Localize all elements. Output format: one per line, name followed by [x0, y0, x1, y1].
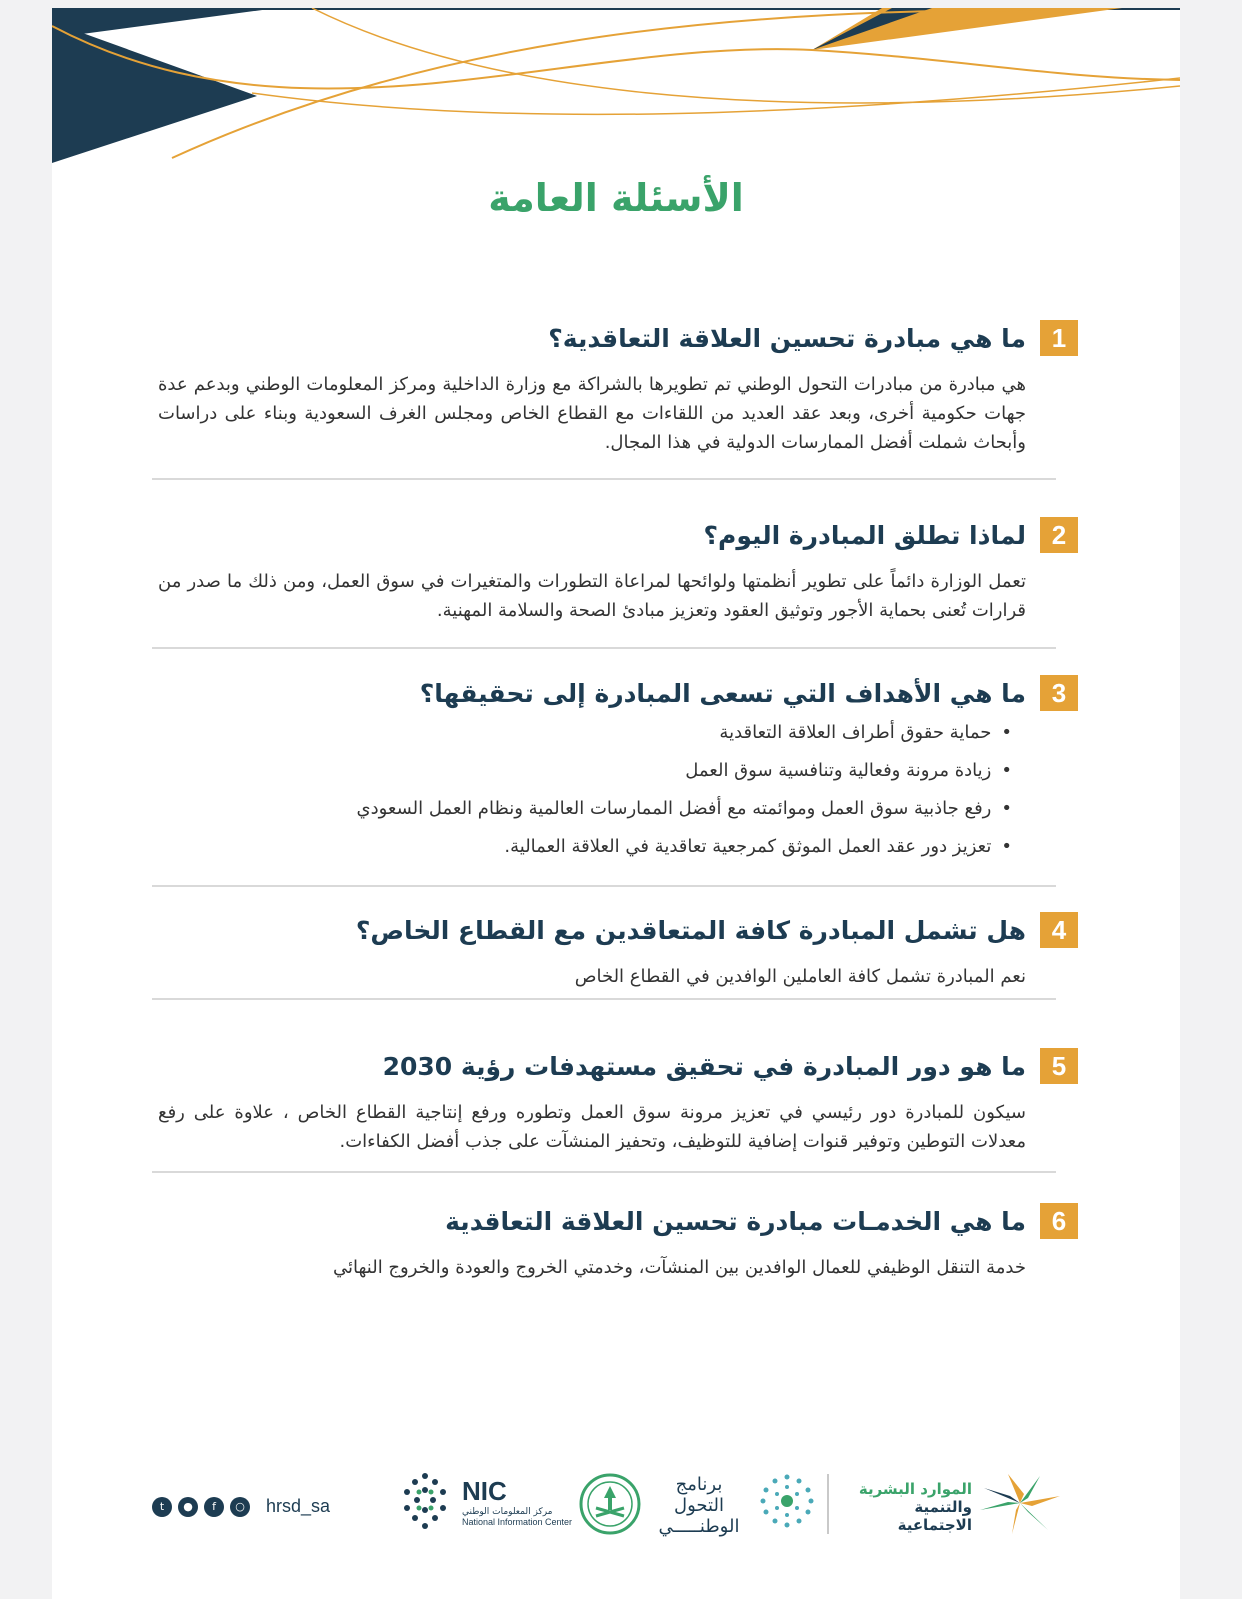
snapchat-icon[interactable]: ● — [178, 1497, 198, 1517]
divider — [152, 998, 1056, 1000]
page-title: الأسئلة العامة — [488, 176, 744, 220]
divider — [152, 1171, 1056, 1173]
vision-program-text: برنامج التحول الوطنـــــي — [658, 1474, 740, 1537]
goals-list — [158, 721, 1026, 859]
saudi-emblem-icon — [578, 1472, 642, 1536]
logo-separator — [827, 1474, 829, 1534]
answer-text: تعمل الوزارة دائماً على تطوير أنظمتها ولوائحها لمراعاة التطورات والمتغيرات في سوق العمل، ومن ذلك ما صدر من قرارات تُعنى بحماية الأجور وتوثيق العقود وتعزيز مبادئ الصحة والسلامة المهنية. — [158, 571, 1026, 621]
vision-2030-icon — [758, 1472, 816, 1530]
question-text: ما هو دور المبادرة في تحقيق مستهدفات رؤية 2030 — [382, 1051, 1026, 1081]
question-text: ما هي الخدمـات مبادرة تحسين العلاقة التعاقدية — [445, 1206, 1026, 1236]
list-item: • زيادة مرونة وفعالية وتنافسية سوق العمل — [685, 760, 1012, 781]
ministry-logo-icon — [978, 1470, 1062, 1536]
answer-text: نعم المبادرة تشمل كافة العاملين الوافدين في القطاع الخاص — [574, 966, 1026, 987]
question-number: 5 — [1040, 1048, 1078, 1084]
question-number: 4 — [1040, 912, 1078, 948]
instagram-icon[interactable]: ○ — [230, 1497, 250, 1517]
divider — [152, 885, 1056, 887]
faq-item-4 — [158, 912, 1078, 991]
nic-logo-icon — [397, 1470, 453, 1532]
divider — [152, 478, 1056, 480]
question-text: هل تشمل المبادرة كافة المتعاقدين مع القطاع الخاص؟ — [355, 915, 1026, 945]
social-handle[interactable]: hrsd_sa — [266, 1496, 331, 1516]
header-decoration — [52, 8, 1180, 178]
faq-item-6 — [158, 1203, 1078, 1282]
ministry-logo-text: الموارد البشرية والتنمية الاجتماعية — [858, 1480, 972, 1534]
question-text: لماذا تطلق المبادرة اليوم؟ — [703, 520, 1026, 550]
question-number: 1 — [1040, 320, 1078, 356]
list-item: • تعزيز دور عقد العمل الموثق كمرجعية تعاقدية في العلاقة العمالية. — [504, 836, 1012, 857]
question-number: 6 — [1040, 1203, 1078, 1239]
nic-logo-text: NIC مركز المعلومات الوطني National Information Center — [462, 1476, 573, 1527]
divider — [152, 647, 1056, 649]
document-page — [52, 8, 1180, 1599]
answer-text: خدمة التنقل الوظيفي للعمال الوافدين بين المنشآت، وخدمتي الخروج والعودة والخروج النهائي — [333, 1257, 1026, 1278]
list-item: • حماية حقوق أطراف العلاقة التعاقدية — [719, 722, 1012, 743]
facebook-icon[interactable]: f — [204, 1497, 224, 1517]
question-number: 3 — [1040, 675, 1078, 711]
faq-item-3 — [158, 675, 1078, 873]
faq-item-2 — [158, 517, 1078, 625]
answer-text: سيكون للمبادرة دور رئيسي في تعزيز مرونة سوق العمل وتطوره ورفع إنتاجية القطاع الخاص ، علاوة على رفع معدلات التوطين وتوفير قنوات إضافية للتوظيف، وتحفيز المنشآت على جذب أفضل الكفاءات. — [158, 1102, 1026, 1152]
question-number: 2 — [1040, 517, 1078, 553]
footer — [52, 1470, 1180, 1550]
question-text: ما هي مبادرة تحسين العلاقة التعاقدية؟ — [548, 323, 1026, 353]
faq-item-5 — [158, 1048, 1078, 1156]
question-text: ما هي الأهداف التي تسعى المبادرة إلى تحقيقها؟ — [419, 678, 1026, 708]
list-item: • رفع جاذبية سوق العمل وموائمته مع أفضل الممارسات العالمية ونظام العمل السعودي — [356, 798, 1012, 819]
answer-text: هي مبادرة من مبادرات التحول الوطني تم تطويرها بالشراكة مع وزارة الداخلية ومركز المعلومات الوطني وبدعم عدة جهات حكومية أخرى، وبعد عقد العديد من اللقاءات مع القطاع الخاص ومجلس الغرف السعودية وبناء على دراسات وأبحاث شملت أفضل الممارسات الدولية في هذا المجال. — [158, 374, 1026, 453]
faq-item-1 — [158, 320, 1078, 457]
twitter-icon[interactable]: t — [152, 1497, 172, 1517]
social-links — [152, 1496, 330, 1517]
